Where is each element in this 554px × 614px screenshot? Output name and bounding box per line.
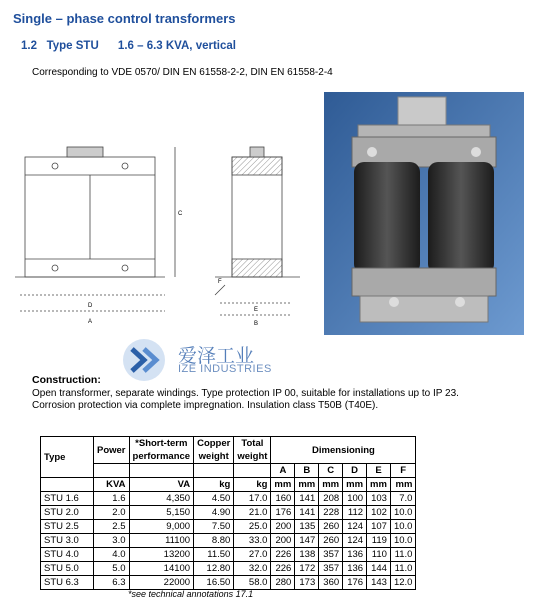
table-cell: 5,150 (129, 506, 194, 520)
construction-heading: Construction: (32, 374, 101, 386)
table-cell: 11100 (129, 534, 194, 548)
unit-cell: kg (194, 478, 234, 492)
table-unit-row (41, 478, 416, 492)
table-cell: 5.0 (94, 562, 130, 576)
table-cell: 144 (367, 562, 391, 576)
table-row (41, 562, 416, 576)
table-cell: 4.0 (94, 548, 130, 562)
dim-label-c: C (178, 211, 183, 217)
technical-drawing (10, 135, 305, 335)
table-cell: 228 (319, 506, 343, 520)
table-cell: 200 (271, 534, 295, 548)
dim-label-e: E (254, 307, 259, 313)
table-cell: 11.0 (390, 548, 416, 562)
table-row (41, 506, 416, 520)
table-cell: 1.6 (94, 492, 130, 506)
table-cell: 25.0 (234, 520, 271, 534)
table-cell: 176 (271, 506, 295, 520)
table-cell: 13200 (129, 548, 194, 562)
col-dimensioning: Dimensioning (271, 437, 416, 464)
col-short-term: *Short-term performance (129, 437, 194, 464)
table-cell: 6.3 (94, 576, 130, 590)
table-cell: STU 2.0 (41, 506, 94, 520)
col-total: Total weight (234, 437, 271, 464)
table-letter-row (41, 464, 416, 478)
table-cell: STU 6.3 (41, 576, 94, 590)
table-cell: 16.50 (194, 576, 234, 590)
table-cell: STU 5.0 (41, 562, 94, 576)
unit-cell: mm (271, 478, 295, 492)
table-cell: 14100 (129, 562, 194, 576)
unit-cell: mm (295, 478, 319, 492)
unit-cell: mm (367, 478, 391, 492)
table-cell: 4,350 (129, 492, 194, 506)
table-cell: 10.0 (390, 534, 416, 548)
unit-cell: VA (129, 478, 194, 492)
table-cell: STU 1.6 (41, 492, 94, 506)
table-cell: 260 (319, 534, 343, 548)
table-cell: 17.0 (234, 492, 271, 506)
table-cell: 141 (295, 506, 319, 520)
table-cell: 280 (271, 576, 295, 590)
unit-cell: kg (234, 478, 271, 492)
table-cell: 9,000 (129, 520, 194, 534)
table-cell: 147 (295, 534, 319, 548)
dim-letter: E (367, 464, 391, 478)
table-cell: 32.0 (234, 562, 271, 576)
table-cell: 11.0 (390, 562, 416, 576)
unit-cell: mm (319, 478, 343, 492)
table-cell: 173 (295, 576, 319, 590)
table-cell: 102 (367, 506, 391, 520)
table-cell: 226 (271, 548, 295, 562)
dim-letter: A (271, 464, 295, 478)
table-cell: 136 (343, 562, 367, 576)
dim-letter: F (390, 464, 416, 478)
table-cell: 135 (295, 520, 319, 534)
table-header-row (41, 437, 416, 464)
table-cell: 100 (343, 492, 367, 506)
unit-cell: KVA (94, 478, 130, 492)
table-cell: STU 2.5 (41, 520, 94, 534)
table-cell: 360 (319, 576, 343, 590)
table-cell: 160 (271, 492, 295, 506)
table-cell: 107 (367, 520, 391, 534)
footnote: *see technical annotations 17.1 (128, 589, 254, 599)
table-cell: 141 (295, 492, 319, 506)
table-cell: 10.0 (390, 506, 416, 520)
table-cell: 143 (367, 576, 391, 590)
table-cell: 200 (271, 520, 295, 534)
table-cell: 2.0 (94, 506, 130, 520)
standards-text: Corresponding to VDE 0570/ DIN EN 61558-2-2, DIN EN 61558-2-4 (32, 67, 333, 78)
table-cell: 12.0 (390, 576, 416, 590)
table-row (41, 576, 416, 590)
watermark-english: IZE INDUSTRIES (178, 363, 272, 375)
table-cell: 136 (343, 548, 367, 562)
table-body (41, 492, 416, 590)
table-cell: 176 (343, 576, 367, 590)
dim-label-a: A (88, 319, 93, 325)
table-cell: 103 (367, 492, 391, 506)
spec-table (40, 436, 416, 590)
table-cell: 138 (295, 548, 319, 562)
table-cell: 7.50 (194, 520, 234, 534)
table-cell: 21.0 (234, 506, 271, 520)
table-cell: 4.90 (194, 506, 234, 520)
table-row (41, 520, 416, 534)
table-cell: STU 4.0 (41, 548, 94, 562)
unit-cell: mm (343, 478, 367, 492)
table-cell: 208 (319, 492, 343, 506)
table-cell: 112 (343, 506, 367, 520)
table-cell: 124 (343, 520, 367, 534)
table-cell: 172 (295, 562, 319, 576)
table-cell: 33.0 (234, 534, 271, 548)
table-cell: 3.0 (94, 534, 130, 548)
dim-letter: B (295, 464, 319, 478)
table-cell: 12.80 (194, 562, 234, 576)
table-cell: STU 3.0 (41, 534, 94, 548)
table-cell: 4.50 (194, 492, 234, 506)
table-row (41, 492, 416, 506)
table-cell: 110 (367, 548, 391, 562)
table-cell: 357 (319, 562, 343, 576)
unit-cell: mm (390, 478, 416, 492)
logo-icon (120, 337, 170, 383)
transformer-photo (324, 92, 524, 335)
table-row (41, 548, 416, 562)
table-cell: 11.50 (194, 548, 234, 562)
col-copper: Copper weight (194, 437, 234, 464)
section-subtitle: 1.2 Type STU 1.6 – 6.3 KVA, vertical (21, 40, 236, 52)
col-type: Type (41, 437, 94, 478)
dim-letter: C (319, 464, 343, 478)
table-cell: 22000 (129, 576, 194, 590)
construction-line-1: Open transformer, separate windings. Type protection IP 00, suitable for installations up to IP 23. (32, 388, 459, 399)
table-cell: 58.0 (234, 576, 271, 590)
table-cell: 124 (343, 534, 367, 548)
table-cell: 10.0 (390, 520, 416, 534)
page-title: Single – phase control transformers (13, 11, 236, 26)
table-cell: 7.0 (390, 492, 416, 506)
table-cell: 2.5 (94, 520, 130, 534)
table-cell: 226 (271, 562, 295, 576)
watermark-chinese: 爱泽工业 (178, 345, 255, 367)
table-cell: 357 (319, 548, 343, 562)
table-row (41, 534, 416, 548)
construction-line-2: Corrosion protection via complete impregnation. Insulation class T50B (T40E). (32, 400, 379, 411)
table-cell: 27.0 (234, 548, 271, 562)
table-cell: 8.80 (194, 534, 234, 548)
dim-label-b: B (254, 321, 259, 327)
col-power: Power (94, 437, 130, 464)
dim-label-f: F (218, 279, 222, 285)
table-cell: 260 (319, 520, 343, 534)
table-cell: 119 (367, 534, 391, 548)
dim-label-d: D (88, 303, 93, 309)
dim-letter: D (343, 464, 367, 478)
